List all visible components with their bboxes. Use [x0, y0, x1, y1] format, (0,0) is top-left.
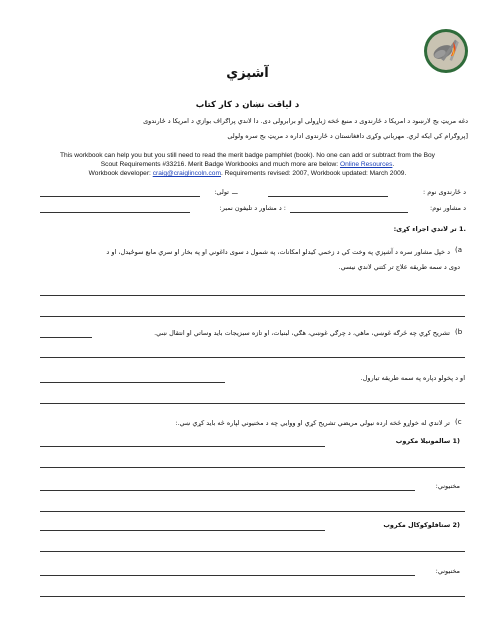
answer-line-b-inline[interactable]	[40, 337, 92, 338]
intro-line-1: دغه مريټ بج لارښود د امريکا د ځارندوی د منبع څخه ژباړولی او برابرولی دی. دا لاندي پراګراف بوازي د امريکا د ځارندوی	[143, 117, 468, 125]
answer-line-b2[interactable]	[40, 403, 465, 404]
scout-name-label: د ځارندوی نوم :	[422, 188, 466, 196]
online-resources-link[interactable]: Online Resources	[339, 160, 393, 168]
intro-line-2: [پروګرام کي ايکه لري. مهرباني وکړی دافغانستان د ځارندوی اداره د مريټ بج سره ولولی	[227, 132, 468, 140]
answer-line-b1[interactable]	[40, 357, 465, 358]
prevention-label-1: مخنيوني:	[435, 482, 460, 490]
requirements-revised: . Requirements revised: 2007, Workbook updated: March 2009.	[220, 170, 407, 177]
page-subtitle: د لياقت نښان د کار کتاب	[195, 100, 300, 110]
troop-label: تولی:	[214, 188, 229, 196]
english-note-line-1: This workbook can help you but you still need to read the merit badge pamphlet (book). No one can add or subtract from the Boy	[60, 152, 435, 159]
counselor-phone-line[interactable]	[40, 212, 190, 213]
developer-label: Workbook developer:	[88, 170, 153, 177]
english-note-line-2-text: Scout Requirements #33216. Merit Badge Workbooks and much more are below:	[100, 160, 340, 168]
counselor-phone-label: : د مشاور د تليفون نمبر:	[219, 204, 286, 212]
prevention-label-2: مخنيوني:	[435, 567, 460, 575]
developer-email-link[interactable]: craig@craiglincoln.com	[152, 170, 221, 177]
answer-line-a2[interactable]	[40, 316, 465, 317]
item-b-letter: (b	[455, 328, 463, 336]
answer-line-1a[interactable]	[40, 467, 465, 468]
counselor-name-label: د مشاور نوم:	[430, 204, 466, 212]
item-b-line: تشريح کړي چه څرګه غوښي، ماهي، د چرګي غوښي، هګي، لبنيات، او تازه سبزيجات بايد وساتي او انتقال ښي.	[154, 329, 450, 337]
answer-line-a1[interactable]	[40, 295, 465, 296]
answer-line-1b[interactable]	[40, 511, 465, 512]
item-b-line-2: او د پخولو دپاره په سمه طريقه تيارول.	[360, 374, 465, 382]
troop-line[interactable]	[40, 196, 200, 197]
item-a-line-2: دوی د سمه طريقه علاج تر کتني لاندي نيسي.	[338, 263, 460, 271]
answer-line-1-inline[interactable]	[40, 446, 325, 447]
answer-line-2-inline[interactable]	[40, 530, 325, 531]
page-title: آشپزي	[226, 66, 269, 81]
scout-name-line[interactable]	[268, 196, 388, 197]
answer-line-2a[interactable]	[40, 551, 465, 552]
answer-line-2b[interactable]	[40, 596, 465, 597]
item-1-salmonella: (1 سالمونيلا مکروب	[395, 437, 460, 445]
english-note-line-2-end: .	[392, 160, 395, 168]
item-c-line: تر لاندي له خواړو څخه ارده نيولي مريضي تشريح کړي او ووايي چه د مخنيوني لپاره څه بايد کړي ښي.:	[175, 419, 450, 427]
english-note-line-3	[10, 170, 485, 178]
item-2-staphylococcal: (2 ستافلوکوکال مکروب	[383, 521, 460, 529]
item-c-letter: (c	[455, 418, 462, 426]
english-note-line-2	[10, 161, 485, 169]
answer-line-b-inline-2[interactable]	[40, 382, 225, 383]
prevention-line-2[interactable]	[40, 575, 415, 576]
prevention-line-1[interactable]	[40, 490, 415, 491]
troop-separator: ـــ	[232, 188, 238, 196]
item-a-line-1: د خپل مشاور سره د آشپزي په وخت کي د زخمي کيدلو امکانات، په شمول د سوی داغوني او په بخار او سري مابع سوځيدل، او د	[106, 248, 450, 256]
requirement-1-heading: .1 تر لاندي اجراء کړی:	[393, 225, 466, 233]
counselor-name-line[interactable]	[290, 212, 408, 213]
item-a-letter: (a	[455, 246, 463, 254]
